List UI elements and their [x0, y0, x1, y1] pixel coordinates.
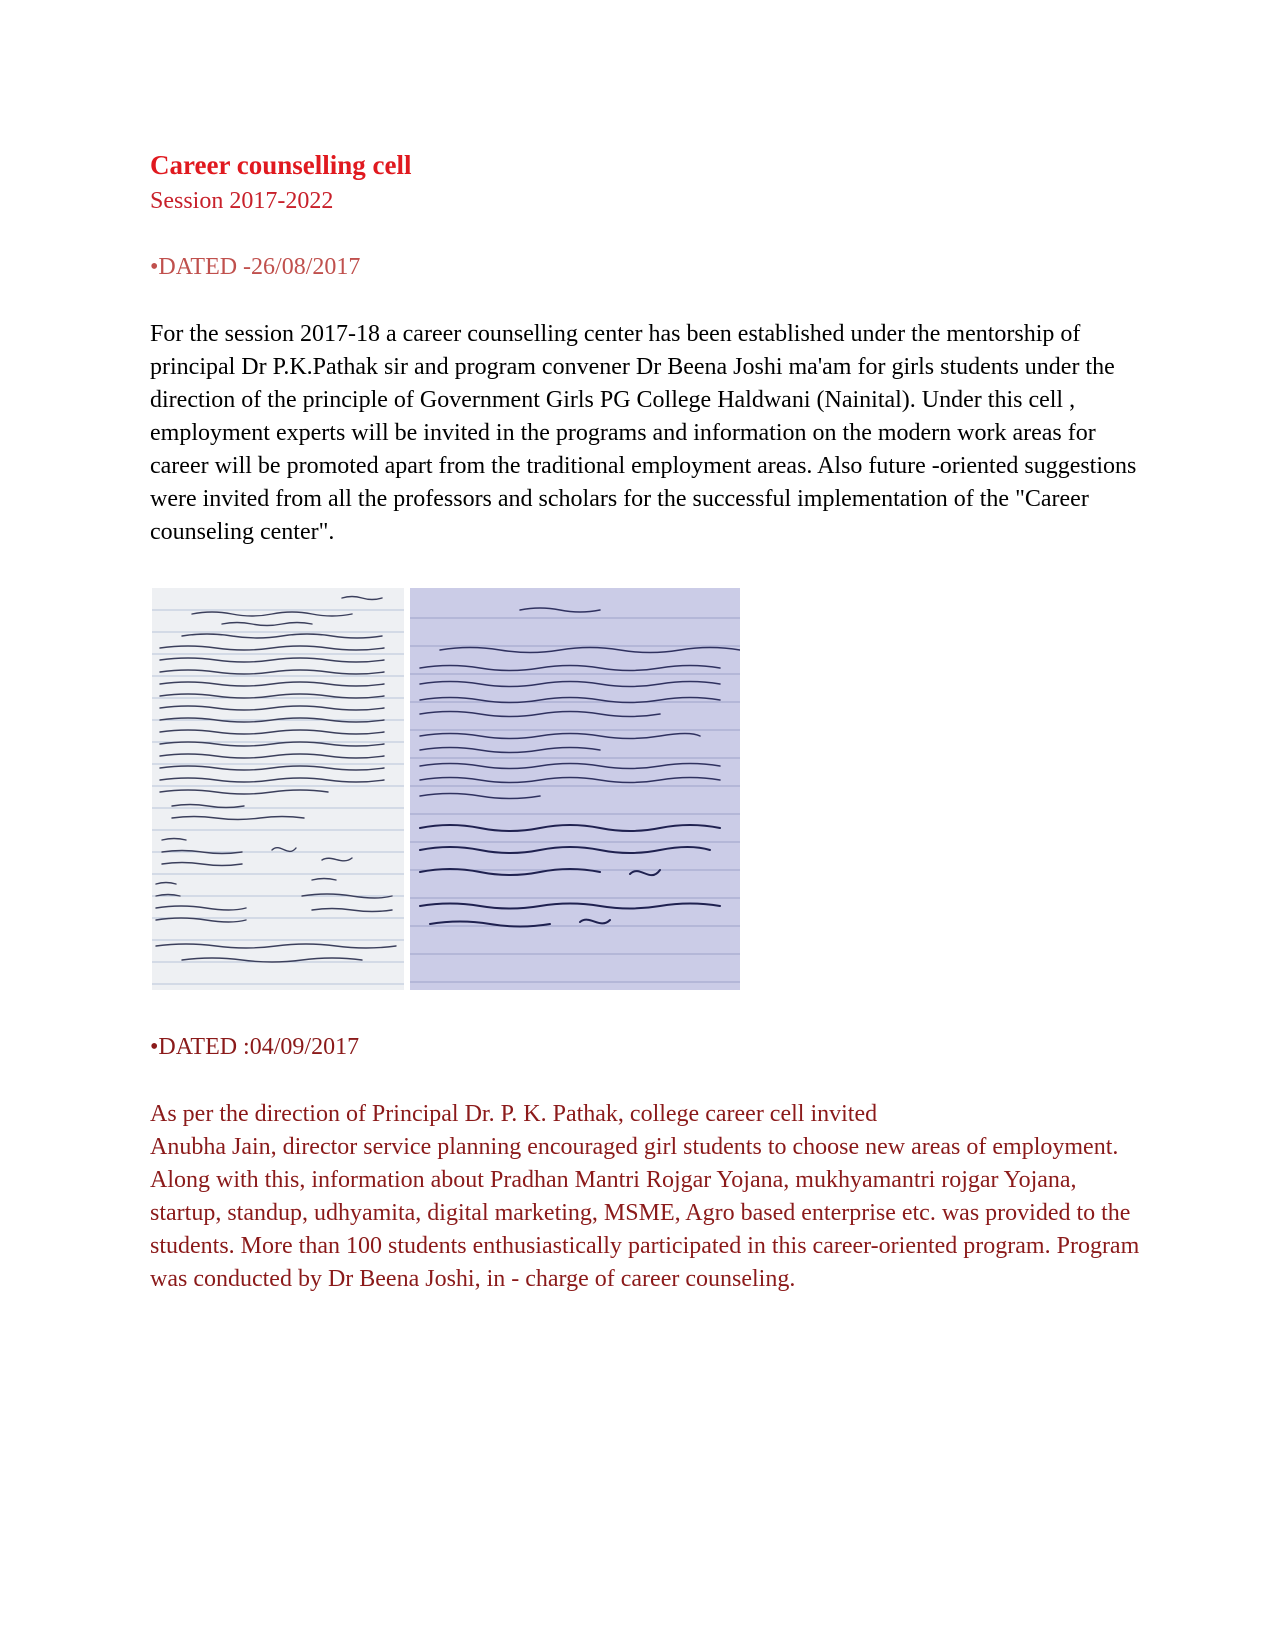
handwritten-minutes-photo	[152, 588, 404, 990]
photo-gallery	[152, 588, 740, 990]
section2-paragraph	[150, 1098, 1140, 1296]
session-label: Session 2017-2022	[150, 188, 334, 214]
dated-heading-1: •DATED -26/08/2017	[150, 254, 361, 280]
handwritten-suggestions-photo	[410, 588, 740, 990]
section2-first-line: As per the direction of Principal Dr. P. K. Pathak, college career cell invited	[150, 1101, 878, 1127]
section2-body: Anubha Jain, director service planning encouraged girl students to choose new areas of employment. Along with this, information about Pradhan Mantri Rojgar Yojana, mukhyamantri rojgar Yojana, startup, standup, udhyamita, digital marketing, MSME, Agro based enterprise etc. was provided to the students. More than 100 students enthusiastically participated in this career-oriented program. Program was conducted by Dr Beena Joshi, in - charge of career counseling.	[150, 1134, 1140, 1292]
page-title: Career counselling cell	[150, 150, 412, 180]
dated-heading-2: •DATED :04/09/2017	[150, 1034, 360, 1060]
section1-paragraph: For the session 2017-18 a career counselling center has been established under the mentorship of principal Dr P.K.Pathak sir and program convener Dr Beena Joshi ma'am for girls students under the direction of the principle of Government Girls PG College Haldwani (Nainital). Under this cell , employment experts will be invited in the programs and information on the modern work areas for career will be promoted apart from the traditional employment areas. Also future -oriented suggestions were invited from all the professors and scholars for the successful implementation of the "Career counseling center".	[150, 321, 1137, 545]
